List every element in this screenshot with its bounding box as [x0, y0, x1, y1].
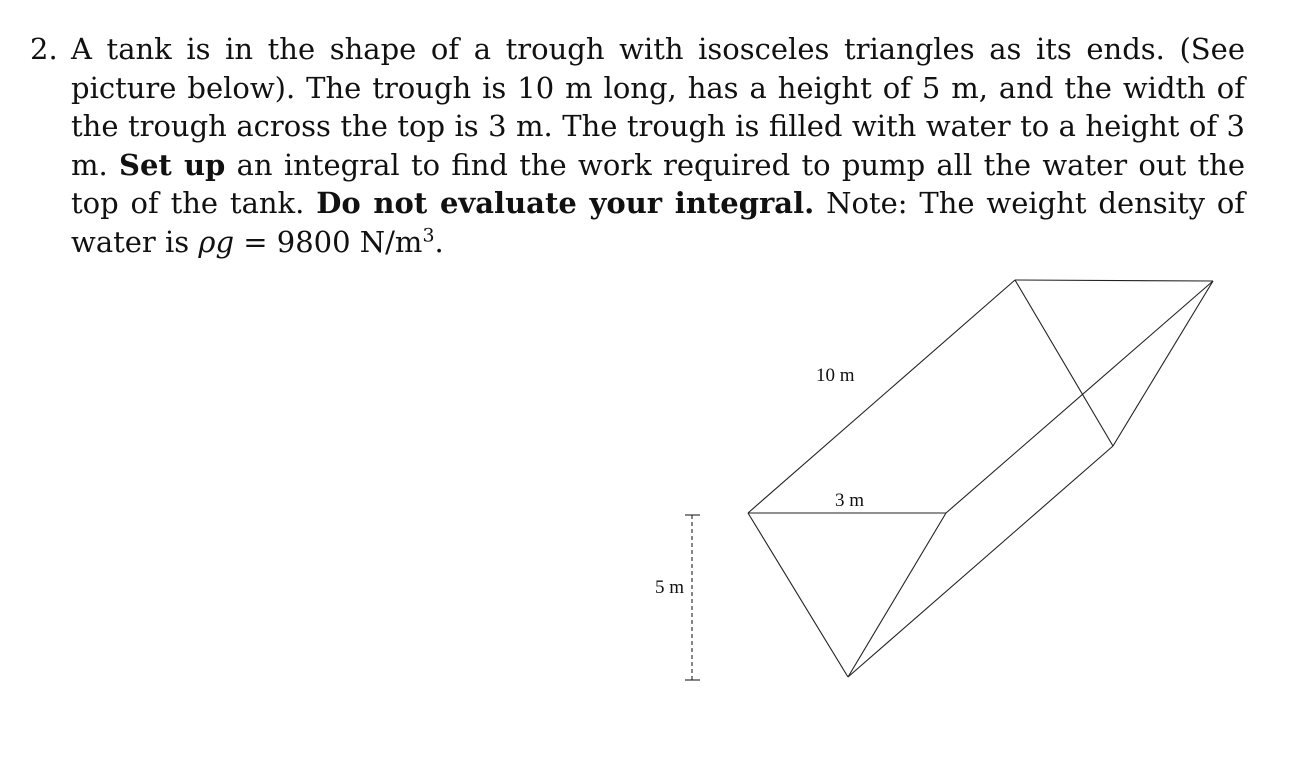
- density-symbol: ρg: [198, 224, 235, 259]
- do-not-evaluate-emphasis: Do not evaluate your integral.: [316, 186, 815, 220]
- note-period: .: [434, 224, 444, 259]
- near-end-left-edge: [748, 513, 848, 677]
- problem-sentence-2: an integral to find the work required to pump all the water out the top of the tank.: [71, 147, 1246, 220]
- top-right-edge: [1015, 280, 1213, 281]
- bottom-edge: [848, 446, 1113, 677]
- near-end-right-edge: [848, 513, 946, 677]
- top-back-edge: [748, 280, 1015, 513]
- height-label: 5 m: [655, 577, 685, 598]
- problem-number: 2.: [30, 32, 58, 66]
- equals-sign: =: [243, 224, 268, 259]
- far-end-right-edge: [1113, 281, 1213, 446]
- density-exponent: 3: [422, 223, 435, 246]
- length-label: 10 m: [816, 365, 855, 386]
- set-up-emphasis: Set up: [119, 147, 226, 182]
- density-value: 9800 N/m: [276, 224, 423, 259]
- top-front-edge: [946, 281, 1213, 513]
- density-note: Note: The weight density of water is: [71, 186, 1246, 259]
- problem-sentence-1: A tank is in the shape of a trough with isosceles triangles as its ends. (See picture below). The trough is 10 m long, has a height of 5 m, and the width of the trough across the top is 3 m. The trough is filled with water to a height of 3 m.: [71, 32, 1245, 182]
- width-label: 3 m: [835, 490, 865, 511]
- far-end-left-edge: [1015, 280, 1113, 446]
